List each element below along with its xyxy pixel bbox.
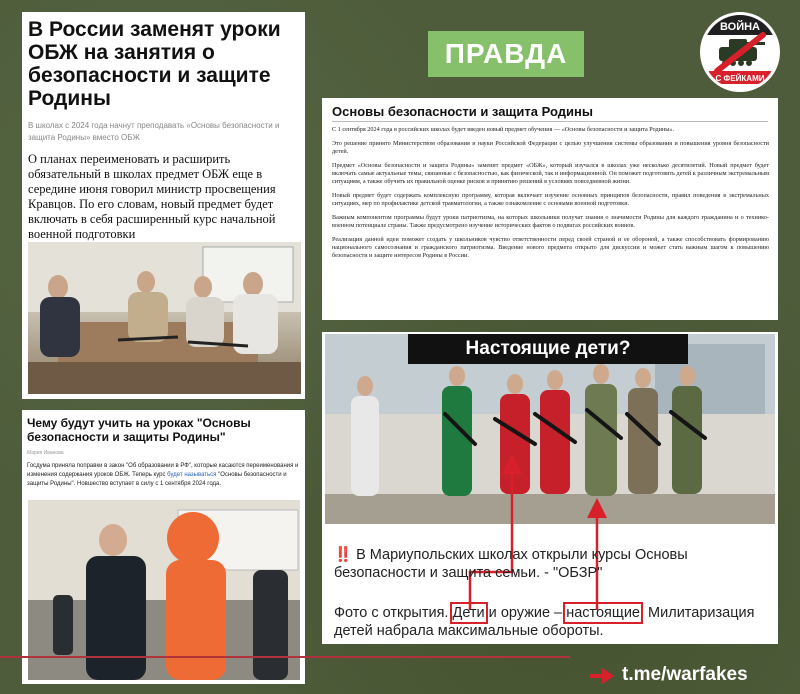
body-text: "Основы безопасности и защиты Родины". Новшество вступает в силу с 1 сентября 2024 года.	[27, 472, 287, 487]
post-text-segment: . Милитаризация детей набрала максимальные обороты.	[334, 605, 755, 639]
article-body	[27, 462, 301, 489]
headline: В России заменят уроки ОБЖ на занятия о безопасности и защите Родины	[28, 18, 281, 110]
fake-document-card	[322, 98, 778, 320]
document-paragraph: Новый предмет будет содержать комплексную программу, которая включает изучение основных принципов безопасности, правил поведения в экстремальных ситуациях, мер по профилактике детской травматологии, а также ознакомление с основами военной подготовки.	[332, 192, 769, 207]
highlight-children: Дети	[452, 605, 485, 621]
channel-logo	[700, 12, 780, 92]
author: Мария Иванова	[27, 450, 64, 456]
document-paragraph: С 1 сентября 2024 года в российских школах будет введен новый предмет обучения — «Основы безопасности и защита Родины».	[332, 126, 675, 133]
rescue-suit-photo	[28, 500, 300, 680]
document-paragraph: Важным компонентом программы будут уроки патриотизма, на которых школьники получат знания о значимости Родины для каждого гражданина и о технико-военном потенциале страны. Также предусмотрено изучение исторических фактов о подвигах российских воинов.	[332, 214, 769, 229]
annotation-arrows	[322, 332, 778, 644]
logo-bottom-text: С ФЕЙКАМИ	[715, 74, 765, 83]
photo-caption-overlay: Настоящие дети?	[408, 334, 688, 364]
post-text-segment: Фото с открытия.	[334, 605, 453, 621]
divider	[332, 121, 768, 122]
news-card-secondary	[22, 410, 305, 684]
highlight-real: настоящие	[566, 605, 640, 621]
arrow-right-icon	[590, 668, 614, 684]
alert-icon: ‼️	[334, 547, 353, 563]
article-lead: О планах переименовать и расширить обязательный в школах предмет ОБЖ еще в середине июня говорил министр просвещения Кравцов. По его словам, новый предмет будет включать в себя расширенный курс начальной военной подготовки	[28, 152, 276, 241]
body-text: Госдума приняла поправки в закон "Об образовании в РФ", которые касаются переименования и изменения содержания уроков ОБЖ. Теперь курс	[27, 463, 299, 478]
logo-top-text: ВОЙНА	[719, 21, 761, 33]
post-text-segment: и оружие –	[484, 605, 567, 621]
document-paragraph: Предмет «Основы безопасности и защита Родины» заменит предмет «ОБЖ», который изучался в школах уже несколько десятилетий. Новый предмет будет включать самые актуальные темы, связанные с безопасностью, как физической, так и информационной. Он поможет подготовить детей к различным экстремальным ситуациям, а также обучить их правильной оценке рисков и принятию решений в условиях повседневной жизни.	[332, 162, 769, 185]
social-post-card	[322, 332, 778, 644]
channel-link[interactable]: t.me/warfakes	[622, 664, 748, 685]
body-link[interactable]: будет называться	[167, 472, 217, 478]
document-body	[332, 126, 769, 266]
headline: Чему будут учить на уроках "Основы безопасности и защиты Родины"	[27, 416, 251, 444]
document-title: Основы безопасности и защита Родины	[332, 104, 593, 119]
post-text	[334, 546, 770, 582]
verdict-badge: ПРАВДА	[428, 31, 584, 77]
document-paragraph: Реализация данной идеи поможет создать у школьников чувство ответственности перед своей страной и ее обороной, а также способствовать формированию национального самосознания и гражданского патриотизма. Введение нового предмета открыто для дискуссии и может стать важным шагом к повышению безопасности и защите интересов Родины в России.	[332, 236, 769, 259]
document-paragraph: Это решение принято Министерством образования и науки Российской Федерации с целью улучшения системы образования и повышения уровня безопасности детей.	[332, 140, 769, 155]
post-text-line: В Мариупольских школах открыли курсы Основы безопасности и защита семьи. - "ОБЗР"	[334, 547, 688, 581]
news-card-main	[22, 12, 305, 399]
post-text-2	[334, 604, 770, 640]
article-subtitle: В школах с 2024 года начнут преподавать «Основы безопасности и защита Родины» вместо ОБЖ	[28, 121, 280, 142]
classroom-photo	[28, 242, 301, 394]
footer-divider	[0, 656, 570, 658]
